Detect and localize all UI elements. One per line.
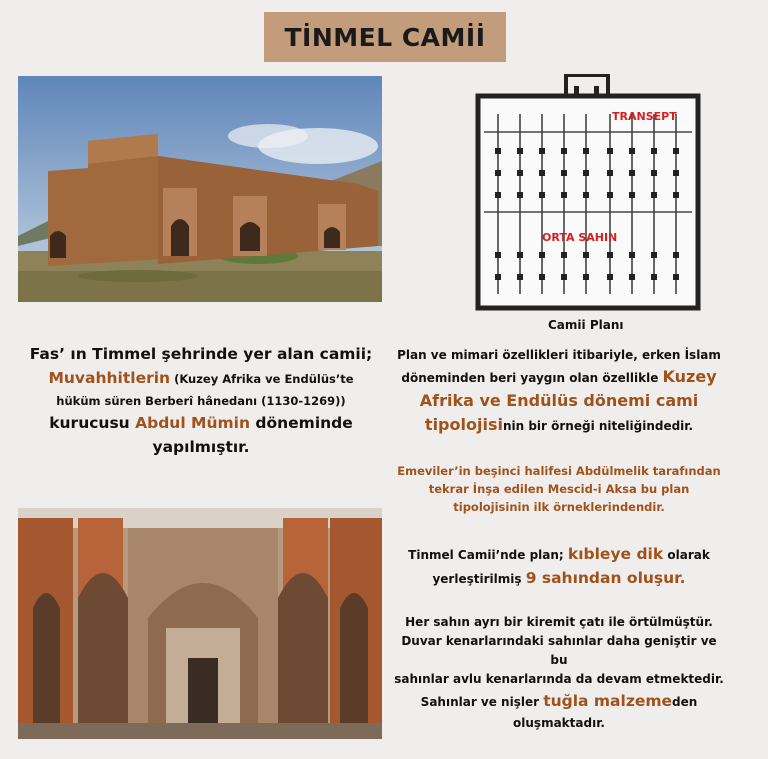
plan-fragment: yerleştirilmiş [432, 572, 526, 586]
typology-paragraph [394, 344, 724, 438]
material-fragment: Sahınlar ve nişler [420, 695, 544, 709]
plan-label-nave: ORTA SAHIN [542, 231, 618, 244]
material-paragraph [394, 690, 724, 733]
mosque-exterior-photo [18, 76, 382, 302]
roof-line: Duvar kenarlarındaki sahınlar daha geniştir ve bu [401, 634, 717, 667]
intro-line [14, 411, 388, 436]
intro-line [14, 366, 388, 391]
plan-fragment: Tinmel Camii’nde plan; [408, 548, 568, 562]
roof-line: sahınlar avlu kenarlarında da devam etmektedir. [394, 672, 724, 686]
umayyad-line: Emeviler’in beşinci halifesi Abdülmelik tarafından [397, 464, 721, 478]
typology-line [394, 366, 724, 389]
plan-label-transept: TRANSEPT [612, 110, 677, 123]
plan-line [394, 543, 724, 567]
typology-highlight: Afrika ve Endülüs dönemi cami [419, 391, 699, 410]
mosque-interior-photo [18, 508, 382, 739]
intro-text [14, 343, 388, 459]
brick-highlight: tuğla malzeme [543, 692, 673, 710]
typology-highlight: Kuzey [662, 367, 717, 386]
intro-line: hüküm süren Berberî hânedanı (1130-1269)) [56, 394, 346, 408]
material-line [394, 690, 724, 713]
typology-highlight: tipolojisi [424, 415, 503, 434]
qibla-highlight: kıbleye dik [567, 545, 664, 563]
intro-line: Fas’ ın Timmel şehrinde yer alan camii; [29, 345, 373, 363]
roof-line: Her sahın ayrı bir kiremit çatı ile örtülmüştür. [405, 615, 713, 629]
plan-paragraph [394, 543, 724, 591]
intro-aside: (Kuzey Afrika ve Endülüs’te [170, 372, 354, 386]
naves-highlight: 9 sahından oluşur. [525, 569, 686, 587]
typology-fragment: döneminden beri yaygın olan özellikle [401, 371, 663, 385]
plan-caption: Camii Planı [548, 318, 624, 332]
founder-highlight: Abdul Mümin [135, 414, 250, 432]
typology-fragment: nin bir örneği niteliğindedir. [502, 419, 694, 433]
material-fragment: den [672, 695, 698, 709]
page-title: TİNMEL CAMİİ [264, 12, 506, 62]
intro-fragment: döneminde [250, 414, 353, 432]
roof-paragraph [394, 613, 724, 689]
intro-fragment: kurucusu [49, 414, 136, 432]
umayyad-line: tekrar İnşa edilen Mescid-i Aksa bu plan [428, 482, 690, 496]
material-line: oluşmaktadır. [513, 716, 605, 730]
plan-line [394, 567, 724, 591]
intro-line: yapılmıştır. [152, 438, 250, 456]
mosque-floor-plan [474, 74, 702, 314]
typology-line [394, 413, 724, 438]
typology-line: Plan ve mimari özellikleri itibariyle, erken İslam [397, 348, 721, 362]
umayyad-line: tipolojisinin ilk örneklerindendir. [453, 500, 665, 514]
dynasty-highlight: Muvahhitlerin [48, 369, 171, 387]
umayyad-paragraph [394, 462, 724, 516]
plan-fragment: olarak [663, 548, 710, 562]
